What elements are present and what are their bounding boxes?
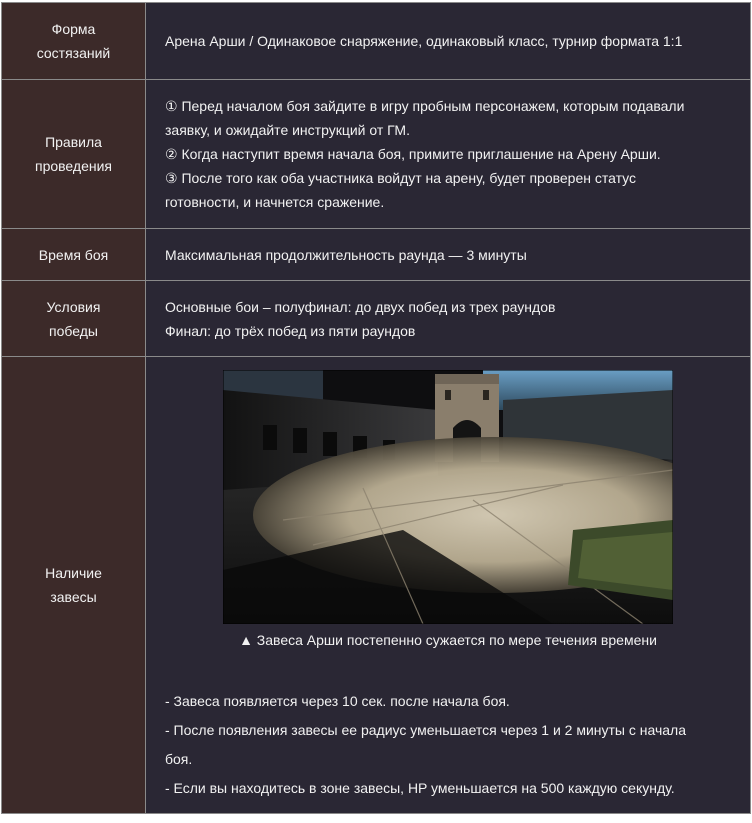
row-duration [2, 229, 751, 281]
row-label [2, 281, 146, 357]
arena-screenshot-image [223, 370, 673, 624]
value-line: Максимальная продолжительность раунда — 3 минуты [165, 246, 527, 263]
value-line: Арена Арши / Одинаковое снаряжение, одинаковый класс, турнир формата 1:1 [165, 33, 683, 49]
row-value [146, 229, 751, 281]
curtain-notes [165, 687, 731, 803]
row-label [2, 3, 146, 80]
value-line: Финал: до трёх побед из пяти раундов [165, 322, 416, 339]
row-rules [2, 80, 751, 229]
note-line: - Если вы находитесь в зоне завесы, HP уменьшается на 500 каждую секунду. [165, 780, 675, 796]
row-format [2, 3, 751, 80]
row-value [146, 80, 751, 229]
value-line: ① Перед началом боя зайдите в игру пробным персонажем, которым подавали [165, 98, 685, 114]
label-line: Форма [51, 21, 96, 37]
label-line: Время боя [38, 246, 109, 263]
value-line: заявку, и ожидайте инструкций от ГМ. [165, 122, 410, 138]
value-line: ② Когда наступит время начала боя, примите приглашение на Арену Арши. [165, 146, 661, 162]
row-label [2, 357, 146, 814]
label-line: состязаний [36, 45, 111, 61]
row-value [146, 3, 751, 80]
label-line: Условия [46, 298, 101, 315]
note-line: - Завеса появляется через 10 сек. после начала боя. [165, 693, 510, 709]
screenshot-caption: ▲ Завеса Арши постепенно сужается по мере течения времени [239, 632, 657, 648]
row-victory [2, 281, 751, 357]
arena-screenshot-wrap [165, 357, 731, 651]
value-line: готовности, и начнется сражение. [165, 194, 385, 210]
label-line: завесы [50, 589, 97, 605]
label-line: Правила [45, 134, 102, 150]
row-label [2, 229, 146, 281]
row-curtain [2, 357, 751, 814]
row-value [146, 281, 751, 357]
value-line: ③ После того как оба участника войдут на арену, будет проверен статус [165, 170, 637, 186]
row-value [146, 357, 751, 814]
label-line: проведения [35, 158, 112, 174]
value-line: Основные бои – полуфинал: до двух побед из трех раундов [165, 298, 556, 315]
note-line: боя. [165, 751, 193, 767]
label-line: победы [49, 322, 98, 339]
note-line: - После появления завесы ее радиус уменьшается через 1 и 2 минуты с начала [165, 722, 687, 738]
row-label [2, 80, 146, 229]
rules-table [1, 2, 751, 814]
label-line: Наличие [45, 565, 102, 581]
